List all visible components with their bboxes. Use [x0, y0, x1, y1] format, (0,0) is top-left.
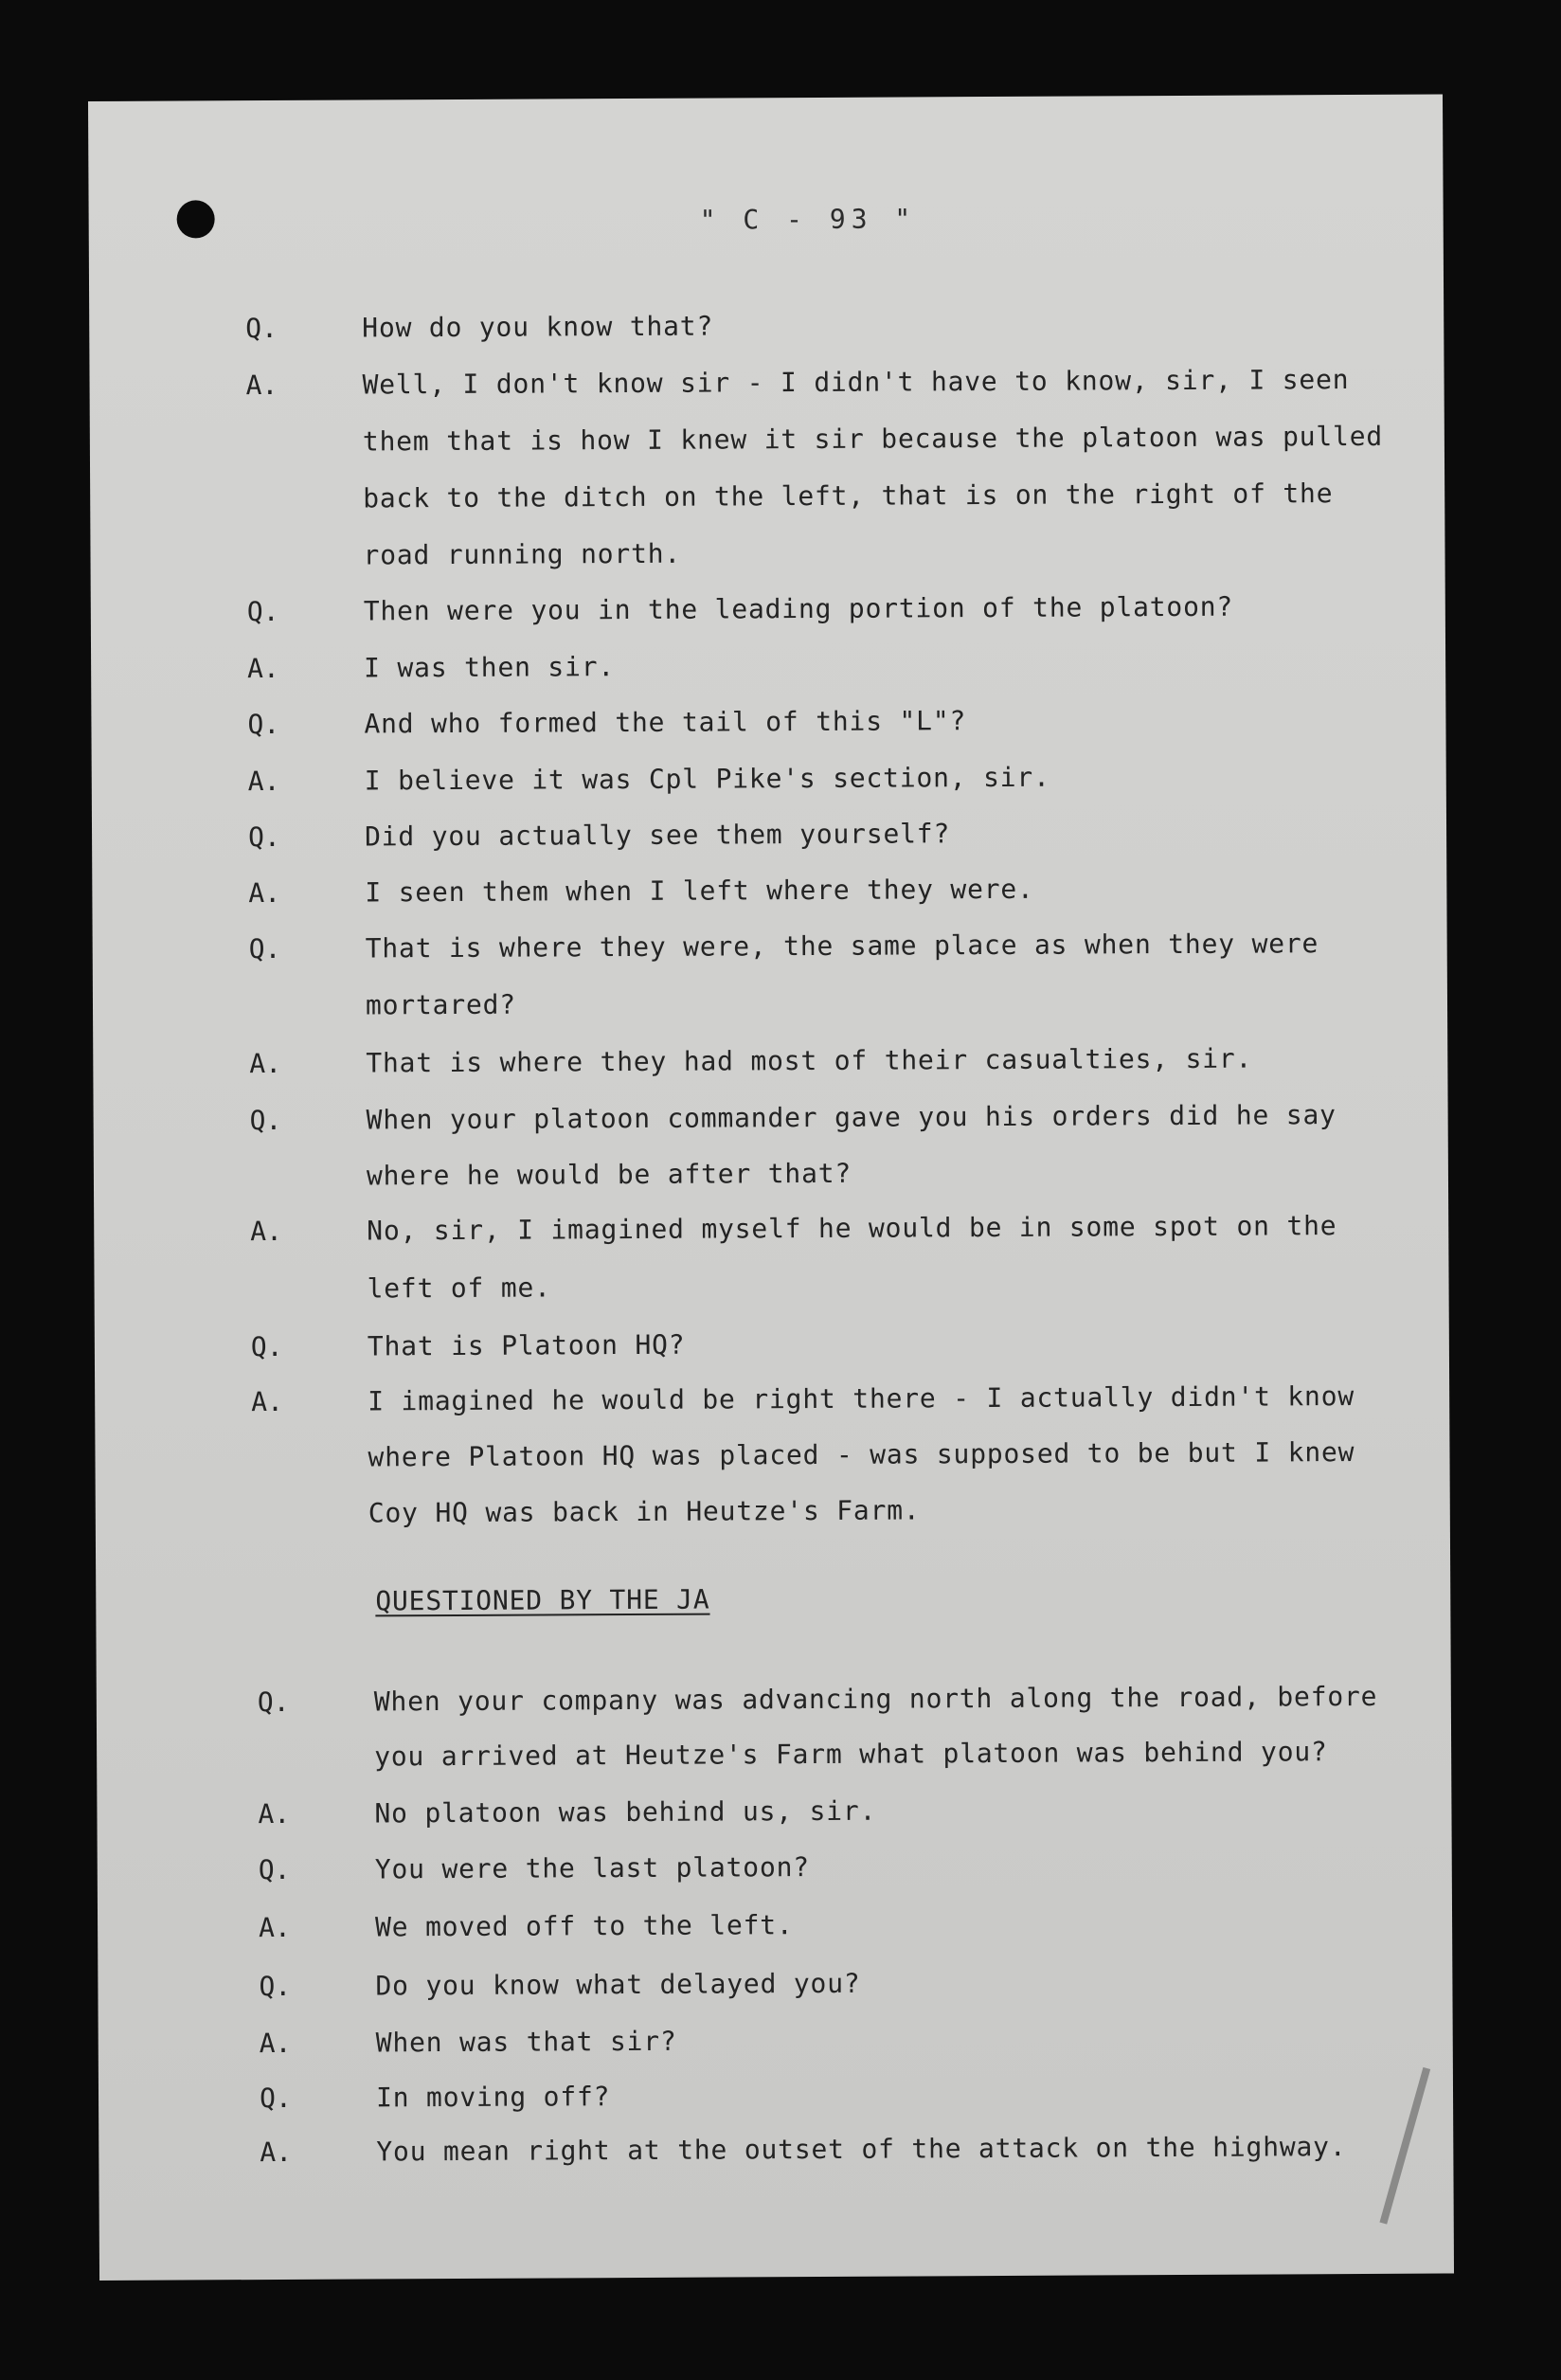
- line-text: you arrived at Heutze's Farm what platoon was behind you?: [374, 1736, 1328, 1773]
- line-text: left of me.: [367, 1271, 551, 1305]
- line-text: We moved off to the left.: [375, 1909, 794, 1943]
- transcript-line: [260, 2127, 1346, 2173]
- transcript-line: [258, 1732, 1328, 1777]
- transcript-line: [260, 2022, 677, 2064]
- transcript-line: [246, 417, 1383, 462]
- transcript-line: [260, 2077, 610, 2119]
- line-text: When was that sir?: [375, 2025, 677, 2059]
- transcript-line: [248, 814, 950, 857]
- page-number: " C - 93 ": [699, 203, 917, 236]
- line-speaker: A.: [247, 765, 280, 798]
- line-text: I was then sir.: [364, 651, 616, 684]
- line-speaker: [246, 507, 363, 508]
- transcript-line: [252, 1490, 921, 1534]
- line-text: I imagined he would be right there - I actually didn't know: [368, 1380, 1355, 1417]
- line-text: In moving off?: [375, 2081, 611, 2114]
- transcript-line: [251, 1377, 1355, 1422]
- transcript-line: [251, 1433, 1355, 1478]
- line-speaker: [247, 564, 364, 565]
- transcript-line: [249, 985, 516, 1026]
- transcript-line: [259, 1848, 810, 1890]
- transcript-line: [248, 758, 1050, 802]
- line-speaker: A.: [245, 369, 278, 402]
- line-speaker: Q.: [249, 1104, 282, 1137]
- line-speaker: [251, 1297, 368, 1298]
- transcript-line: [246, 534, 681, 576]
- transcript-line: [249, 1039, 1252, 1085]
- line-speaker: [252, 1522, 368, 1523]
- line-text: Well, I don't know sir - I didn't have to know, sir, I seen: [362, 364, 1350, 401]
- line-speaker: A.: [259, 2027, 292, 2060]
- section-heading: QUESTIONED BY THE JA: [375, 1583, 710, 1617]
- transcript-line: [246, 474, 1333, 519]
- document-page: [88, 95, 1454, 2281]
- line-speaker: A.: [249, 1047, 282, 1080]
- line-text: And who formed the tail of this "L"?: [364, 705, 967, 740]
- line-text: I seen them when I left where they were.: [365, 873, 1034, 909]
- transcript-line: [250, 1268, 550, 1309]
- line-speaker: [250, 1184, 367, 1185]
- line-text: When your platoon commander gave you his orders did he say: [366, 1099, 1337, 1136]
- transcript-line: [247, 701, 966, 745]
- transcript-line: [258, 1677, 1378, 1722]
- line-text: When your company was advancing north along the road, before: [373, 1680, 1378, 1718]
- transcript-line: [250, 1154, 852, 1197]
- transcript-line: [259, 1905, 794, 1948]
- line-text: No, sir, I imagined myself he would be in some spot on the: [367, 1210, 1337, 1247]
- line-speaker: Q.: [259, 2082, 292, 2115]
- transcript-line: [245, 360, 1349, 406]
- line-text: I believe it was Cpl Pike's section, sir.: [364, 761, 1050, 797]
- line-text: road running north.: [363, 537, 682, 571]
- line-text: That is Platoon HQ?: [367, 1328, 686, 1362]
- line-speaker: A.: [258, 1797, 291, 1830]
- line-speaker: A.: [260, 2136, 293, 2169]
- line-speaker: A.: [250, 1215, 283, 1248]
- line-speaker: Q.: [259, 1970, 292, 2003]
- line-speaker: A.: [248, 876, 281, 910]
- transcript-line: [248, 870, 1034, 913]
- transcript-line: [247, 647, 615, 689]
- line-speaker: Q.: [245, 312, 278, 345]
- line-speaker: [258, 1765, 374, 1766]
- line-text: Did you actually see them yourself?: [364, 818, 951, 853]
- scan-edge-mark: [1379, 2067, 1430, 2225]
- line-speaker: Q.: [247, 708, 280, 741]
- line-text: where he would be after that?: [366, 1157, 852, 1192]
- line-text: Do you know what delayed you?: [375, 1967, 861, 2002]
- line-speaker: [252, 1466, 368, 1467]
- transcript-line: [259, 1964, 860, 2007]
- line-text: No platoon was behind us, sir.: [374, 1794, 877, 1830]
- line-text: mortared?: [365, 988, 517, 1021]
- punch-hole: [177, 200, 215, 238]
- line-speaker: [249, 1014, 366, 1015]
- line-speaker: Q.: [258, 1853, 291, 1886]
- line-text: You mean right at the outset of the attack on the highway.: [376, 2131, 1347, 2168]
- transcript-line: [247, 587, 1233, 632]
- line-speaker: Q.: [246, 595, 279, 628]
- transcript-line: [250, 1206, 1337, 1252]
- line-text: them that is how I knew it sir because the platoon was pulled: [362, 420, 1384, 458]
- transcript-line: [258, 1792, 876, 1834]
- line-speaker: [246, 450, 363, 451]
- transcript-line: [249, 924, 1319, 969]
- line-text: That is where they were, the same place as when they were: [365, 928, 1319, 965]
- line-speaker: A.: [247, 652, 279, 685]
- line-speaker: A.: [251, 1385, 283, 1418]
- line-text: How do you know that?: [362, 310, 714, 344]
- transcript-line: [245, 307, 713, 350]
- transcript-line: [251, 1325, 686, 1367]
- line-speaker: A.: [259, 1911, 291, 1944]
- line-speaker: Q.: [247, 820, 280, 854]
- line-speaker: Q.: [257, 1686, 290, 1719]
- line-speaker: Q.: [248, 932, 281, 965]
- line-text: where Platoon HQ was placed - was supposed to be but I knew: [368, 1436, 1355, 1473]
- line-text: That is where they had most of their casualties, sir.: [366, 1042, 1253, 1079]
- line-text: Then were you in the leading portion of the platoon?: [363, 590, 1234, 627]
- transcript-line: [250, 1095, 1337, 1141]
- line-text: back to the ditch on the left, that is on the right of the: [363, 478, 1334, 514]
- line-text: Coy HQ was back in Heutze's Farm.: [368, 1494, 921, 1529]
- line-speaker: Q.: [250, 1330, 283, 1363]
- line-text: You were the last platoon?: [374, 1851, 810, 1885]
